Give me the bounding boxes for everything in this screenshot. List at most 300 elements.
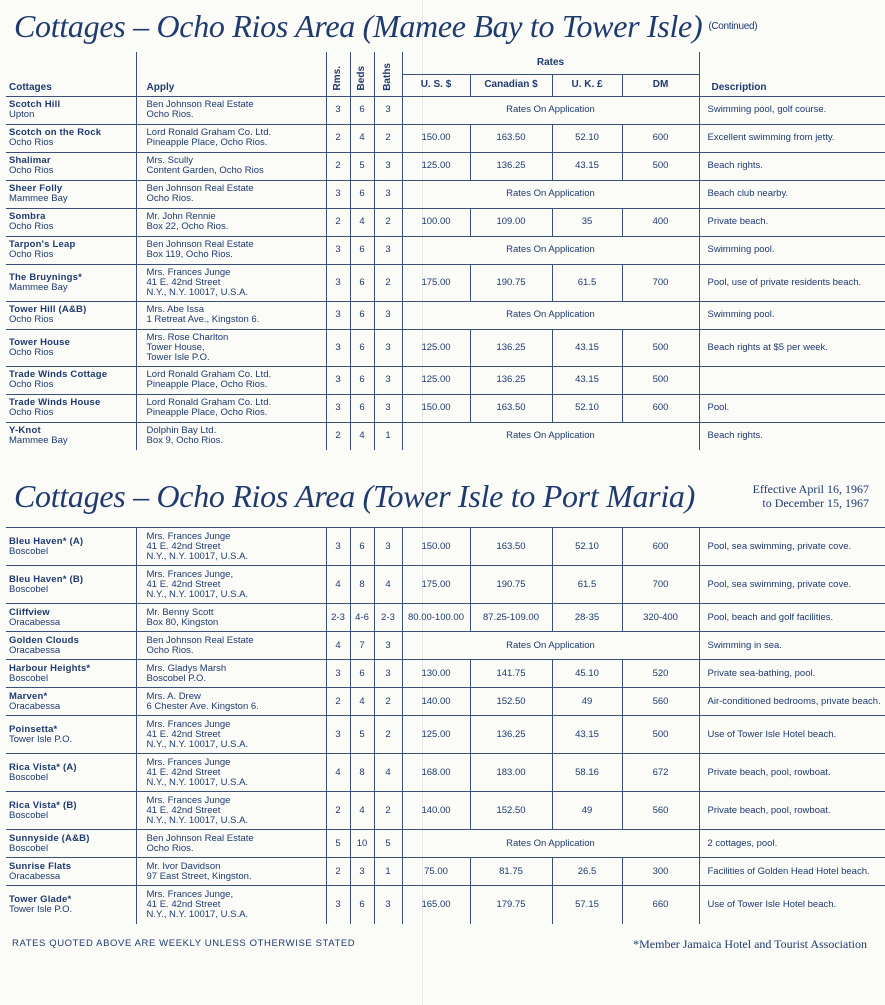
rate-dm: 560 [622,792,699,830]
rate-dm: 560 [622,688,699,716]
rate-dm: 500 [622,329,699,366]
cottage-cell [6,301,136,329]
cottage-location: Ocho Rios [9,249,54,260]
rooms-cell: 4 [326,632,350,660]
apply-cell: Mr. John Rennie Box 22, Ocho Rios. [136,208,326,236]
cottage-name: Marven* [9,690,48,702]
table-row [6,366,885,394]
rate-canadian: 87.25-109.00 [470,604,552,632]
baths-cell: 3 [374,660,402,688]
cottage-location: Mammee Bay [9,281,68,293]
rate-canadian: 163.50 [470,124,552,152]
rate-us: 150.00 [402,124,470,152]
rate-dm: 700 [622,566,699,604]
rate-us: 80.00-100.00 [402,604,470,632]
rate-dm: 400 [622,208,699,236]
rates-on-application: Rates On Application [402,96,699,124]
col-description: Description [699,52,885,96]
beds-cell: 4 [350,792,374,830]
baths-cell: 3 [374,236,402,264]
cottage-name: Harbour Heights* [9,662,91,674]
cottage-name: Sombra [9,211,46,222]
apply-cell: Dolphin Bay Ltd. Box 9, Ocho Rios. [136,422,326,450]
cottage-location: Oracabessa [9,616,61,628]
col-rates: Rates [402,52,699,74]
rate-canadian: 152.50 [470,688,552,716]
cottage-cell [6,886,136,924]
table-row [6,830,885,858]
baths-cell: 3 [374,180,402,208]
rate-uk: 43.15 [552,152,622,180]
rate-uk: 52.10 [552,528,622,566]
baths-cell: 3 [374,528,402,566]
apply-cell: Lord Ronald Graham Co. Ltd. Pineapple Place, Ocho Rios. [136,124,326,152]
rates-on-application: Rates On Application [402,180,699,208]
rate-us: 175.00 [402,566,470,604]
description-cell: Private beach, pool, rowboat. [699,754,885,792]
cottage-name: Sunnyside (A&B) [9,832,90,844]
cottage-location: Oracabessa [9,644,61,656]
cottage-location: Mammee Bay [9,435,68,447]
col-cottages: Cottages [9,81,52,93]
rooms-cell: 2 [326,208,350,236]
col-beds-label: Beds [356,66,367,91]
continued-label: (Continued) [708,21,758,32]
baths-cell: 2 [374,716,402,754]
description-cell: Private beach. [699,208,885,236]
cottage-location: Ocho Rios [9,314,54,325]
apply-cell: Ben Johnson Real Estate Box 119, Ocho Rios. [136,236,326,264]
cottage-cell [6,754,136,792]
beds-cell: 6 [350,660,374,688]
cottage-cell [6,236,136,264]
rate-canadian: 163.50 [470,528,552,566]
cottage-location: Ocho Rios [9,137,54,148]
rate-uk: 52.10 [552,394,622,422]
rate-us: 140.00 [402,688,470,716]
beds-cell: 4-6 [350,604,374,632]
rate-dm: 660 [622,886,699,924]
cottage-location: Ocho Rios [9,346,54,358]
rate-dm: 672 [622,754,699,792]
apply-cell: Mrs. Rose Charlton Tower House, Tower Isle P.O. [136,329,326,366]
description-cell: Swimming pool. [699,301,885,329]
description-cell: Pool. [699,394,885,422]
cottage-location: Ocho Rios [9,407,54,418]
rooms-cell: 2 [326,792,350,830]
table-row [6,792,885,830]
rate-uk: 35 [552,208,622,236]
col-beds [350,52,374,96]
col-uk: U. K. £ [552,74,622,96]
apply-cell: Mr. Benny Scott Box 80, Kingston [136,604,326,632]
baths-cell: 2-3 [374,604,402,632]
rate-uk: 26.5 [552,858,622,886]
beds-cell: 10 [350,830,374,858]
cottage-location: Tower Isle P.O. [9,733,73,745]
rate-uk: 43.15 [552,716,622,754]
description-cell: Beach rights at $5 per week. [699,329,885,366]
rate-uk: 57.15 [552,886,622,924]
col-rms-label: Rms. [332,66,343,91]
col-apply: Apply [136,52,326,96]
cottage-cell [6,329,136,366]
apply-cell: Ben Johnson Real Estate Ocho Rios. [136,830,326,858]
baths-cell: 2 [374,208,402,236]
rate-us: 175.00 [402,264,470,301]
effective-from: Effective April 16, 1967 [752,482,869,496]
rate-canadian: 190.75 [470,566,552,604]
rate-dm: 500 [622,152,699,180]
rate-uk: 45.10 [552,660,622,688]
col-baths [374,52,402,96]
cottage-name: Sheer Folly [9,183,63,194]
cottage-location: Boscobel [9,672,49,684]
beds-cell: 7 [350,632,374,660]
rates-on-application: Rates On Application [402,301,699,329]
cottage-location: Boscobel [9,583,49,595]
rate-canadian: 152.50 [470,792,552,830]
cottage-name: Trade Winds House [9,397,101,408]
description-cell: Beach rights. [699,152,885,180]
rate-uk: 61.5 [552,566,622,604]
rate-canadian: 109.00 [470,208,552,236]
rooms-cell: 2-3 [326,604,350,632]
table-row [6,236,885,264]
rooms-cell: 2 [326,152,350,180]
rate-canadian: 179.75 [470,886,552,924]
beds-cell: 6 [350,394,374,422]
rate-canadian: 81.75 [470,858,552,886]
cottage-cell [6,264,136,301]
baths-cell: 3 [374,301,402,329]
cottage-location: Boscobel [9,771,49,783]
description-cell: Air-conditioned bedrooms, private beach. [699,688,885,716]
rooms-cell: 2 [326,124,350,152]
baths-cell: 3 [374,366,402,394]
cottage-location: Boscobel [9,842,49,854]
beds-cell: 6 [350,180,374,208]
description-cell: 2 cottages, pool. [699,830,885,858]
beds-cell: 4 [350,422,374,450]
cottage-name: Tower House [9,336,71,348]
cottage-cell [6,830,136,858]
rooms-cell: 3 [326,716,350,754]
apply-cell: Mrs. Frances Junge, 41 E. 42nd Street N.Y., N.Y. 10017, U.S.A. [136,886,326,924]
rate-us: 165.00 [402,886,470,924]
cottage-cell [6,422,136,450]
rate-canadian: 141.75 [470,660,552,688]
cottage-cell [6,566,136,604]
cottage-name: Rica Vista* (A) [9,761,77,773]
cottage-name: Tower Hill (A&B) [9,304,87,315]
beds-cell: 5 [350,152,374,180]
beds-cell: 8 [350,566,374,604]
cottage-location: Upton [9,109,35,120]
apply-cell: Mrs. Frances Junge 41 E. 42nd Street N.Y., N.Y. 10017, U.S.A. [136,792,326,830]
baths-cell: 4 [374,754,402,792]
cottage-location: Ocho Rios [9,165,54,176]
table-row [6,301,885,329]
cottage-name: Golden Clouds [9,634,80,646]
rate-uk: 49 [552,792,622,830]
cottage-location: Ocho Rios [9,379,54,390]
rooms-cell: 3 [326,394,350,422]
rate-dm: 600 [622,394,699,422]
table-row [6,754,885,792]
apply-cell: Mrs. Frances Junge 41 E. 42nd Street N.Y., N.Y. 10017, U.S.A. [136,528,326,566]
rooms-cell: 3 [326,301,350,329]
cottage-location: Mammee Bay [9,193,68,204]
apply-cell: Mrs. Abe Issa 1 Retreat Ave., Kingston 6. [136,301,326,329]
cottage-cell [6,792,136,830]
rate-dm: 500 [622,366,699,394]
rooms-cell: 2 [326,688,350,716]
baths-cell: 3 [374,886,402,924]
cottage-location: Oracabessa [9,870,61,882]
rooms-cell: 4 [326,754,350,792]
cottage-location: Boscobel [9,809,49,821]
rate-uk: 52.10 [552,124,622,152]
beds-cell: 4 [350,124,374,152]
rate-uk: 43.15 [552,366,622,394]
apply-cell: Mrs. Frances Junge 41 E. 42nd Street N.Y., N.Y. 10017, U.S.A. [136,264,326,301]
cottage-cell [6,124,136,152]
baths-cell: 3 [374,632,402,660]
cottage-cell [6,660,136,688]
rate-us: 125.00 [402,329,470,366]
baths-cell: 5 [374,830,402,858]
baths-cell: 2 [374,264,402,301]
rate-dm: 320-400 [622,604,699,632]
table-row [6,688,885,716]
beds-cell: 6 [350,236,374,264]
description-cell: Pool, beach and golf facilities. [699,604,885,632]
description-cell: Use of Tower Isle Hotel beach. [699,716,885,754]
col-canadian: Canadian $ [470,74,552,96]
rate-us: 75.00 [402,858,470,886]
rooms-cell: 2 [326,422,350,450]
section1-title [14,8,757,45]
baths-cell: 3 [374,96,402,124]
rate-us: 168.00 [402,754,470,792]
table-row [6,152,885,180]
table-row [6,858,885,886]
beds-cell: 3 [350,858,374,886]
cottage-name: Sunrise Flats [9,860,72,872]
cottage-name: Rica Vista* (B) [9,799,77,811]
rooms-cell: 4 [326,566,350,604]
col-baths-label: Baths [382,62,393,91]
baths-cell: 3 [374,329,402,366]
description-cell: Swimming pool. [699,236,885,264]
cottage-cell [6,394,136,422]
table-row [6,96,885,124]
baths-cell: 2 [374,792,402,830]
table-row [6,422,885,450]
apply-cell: Lord Ronald Graham Co. Ltd. Pineapple Place, Ocho Rios. [136,366,326,394]
rate-canadian: 136.25 [470,152,552,180]
baths-cell: 1 [374,858,402,886]
cottage-name: Scotch Hill [9,99,61,110]
rate-uk: 58.16 [552,754,622,792]
table-row [6,566,885,604]
rooms-cell: 3 [326,366,350,394]
cottage-cell [6,96,136,124]
rate-dm: 600 [622,124,699,152]
apply-cell: Mr. Ivor Davidson 97 East Street, Kingston. [136,858,326,886]
rate-us: 150.00 [402,394,470,422]
table-row [6,632,885,660]
rooms-cell: 3 [326,329,350,366]
rate-dm: 520 [622,660,699,688]
cottage-name: Tower Glade* [9,893,72,905]
description-cell: Excellent swimming from jetty. [699,124,885,152]
apply-cell: Ben Johnson Real Estate Ocho Rios. [136,96,326,124]
rooms-cell: 3 [326,264,350,301]
cottage-location: Boscobel [9,545,49,557]
cottage-cell [6,688,136,716]
rate-canadian: 190.75 [470,264,552,301]
apply-cell: Mrs. Frances Junge 41 E. 42nd Street N.Y., N.Y. 10017, U.S.A. [136,754,326,792]
baths-cell: 2 [374,688,402,716]
description-cell: Private beach, pool, rowboat. [699,792,885,830]
cottage-location: Oracabessa [9,700,61,712]
beds-cell: 5 [350,716,374,754]
rate-canadian: 136.25 [470,366,552,394]
apply-cell: Ben Johnson Real Estate Ocho Rios. [136,632,326,660]
rates-on-application: Rates On Application [402,236,699,264]
rate-us: 150.00 [402,528,470,566]
rate-canadian: 163.50 [470,394,552,422]
rate-us: 125.00 [402,366,470,394]
table-row [6,264,885,301]
table-row [6,180,885,208]
col-dm: DM [622,74,699,96]
table-row [6,124,885,152]
cottage-name: Bleu Haven* (A) [9,535,84,547]
col-us: U. S. $ [402,74,470,96]
cottage-name: The Bruynings* [9,271,83,283]
cottage-name: Bleu Haven* (B) [9,573,84,585]
description-cell: Beach club nearby. [699,180,885,208]
cottage-cell [6,632,136,660]
apply-cell: Mrs. Gladys Marsh Boscobel P.O. [136,660,326,688]
rooms-cell: 3 [326,660,350,688]
table-row [6,329,885,366]
section1-title-text: Cottages – Ocho Rios Area (Mamee Bay to Tower Isle) [14,8,703,44]
cottage-name: Tarpon's Leap [9,239,76,250]
apply-cell: Mrs. Frances Junge, 41 E. 42nd Street N.Y., N.Y. 10017, U.S.A. [136,566,326,604]
description-cell: Facilities of Golden Head Hotel beach. [699,858,885,886]
effective-dates [753,482,869,510]
beds-cell: 6 [350,301,374,329]
rate-canadian: 183.00 [470,754,552,792]
apply-cell: Mrs. Scully Content Garden, Ocho Rios [136,152,326,180]
cottage-cell [6,528,136,566]
apply-cell: Lord Ronald Graham Co. Ltd. Pineapple Place, Ocho Rios. [136,394,326,422]
cottage-name: Y-Knot [9,425,41,437]
cottage-cell [6,180,136,208]
rate-dm: 300 [622,858,699,886]
beds-cell: 4 [350,688,374,716]
apply-cell: Mrs. Frances Junge 41 E. 42nd Street N.Y., N.Y. 10017, U.S.A. [136,716,326,754]
beds-cell: 6 [350,366,374,394]
cottage-location: Tower Isle P.O. [9,903,73,915]
beds-cell: 6 [350,886,374,924]
rate-us: 130.00 [402,660,470,688]
rooms-cell: 3 [326,180,350,208]
beds-cell: 6 [350,329,374,366]
table-row [6,394,885,422]
beds-cell: 8 [350,754,374,792]
cottage-cell [6,604,136,632]
table-row [6,886,885,924]
apply-cell: Mrs. A. Drew 6 Chester Ave. Kingston 6. [136,688,326,716]
rooms-cell: 5 [326,830,350,858]
rooms-cell: 3 [326,528,350,566]
rates-on-application: Rates On Application [402,422,699,450]
description-cell: Pool, use of private residents beach. [699,264,885,301]
baths-cell: 3 [374,152,402,180]
rate-uk: 49 [552,688,622,716]
table-row [6,716,885,754]
section2-title: Cottages – Ocho Rios Area (Tower Isle to Port Maria) [14,478,695,514]
rate-dm: 500 [622,716,699,754]
description-cell: Pool, sea swimming, private cove. [699,566,885,604]
effective-to: to December 15, 1967 [762,496,869,510]
cottage-name: Cliffview [9,606,50,618]
beds-cell: 6 [350,264,374,301]
apply-cell: Ben Johnson Real Estate Ocho Rios. [136,180,326,208]
baths-cell: 2 [374,124,402,152]
rates-on-application: Rates On Application [402,632,699,660]
rooms-cell: 2 [326,858,350,886]
table-row [6,528,885,566]
footnote-member: *Member Jamaica Hotel and Tourist Association [633,937,867,951]
col-rms [326,52,350,96]
beds-cell: 6 [350,528,374,566]
rate-uk: 43.15 [552,329,622,366]
description-cell: Beach rights. [699,422,885,450]
rooms-cell: 3 [326,96,350,124]
rate-dm: 600 [622,528,699,566]
cottage-cell [6,716,136,754]
rate-canadian: 136.25 [470,716,552,754]
rate-us: 140.00 [402,792,470,830]
baths-cell: 4 [374,566,402,604]
baths-cell: 3 [374,394,402,422]
rate-us: 125.00 [402,152,470,180]
rates-table-1 [6,52,885,450]
footnote-rates: RATES QUOTED ABOVE ARE WEEKLY UNLESS OTHERWISE STATED [12,938,356,949]
table-row [6,660,885,688]
table-row [6,604,885,632]
table-row [6,208,885,236]
rate-uk: 28-35 [552,604,622,632]
beds-cell: 4 [350,208,374,236]
cottage-name: Scotch on the Rock [9,127,102,138]
description-cell: Pool, sea swimming, private cove. [699,528,885,566]
rate-us: 100.00 [402,208,470,236]
description-cell: Private sea-bathing, pool. [699,660,885,688]
cottage-location: Ocho Rios [9,221,54,232]
description-cell: Swimming pool, golf course. [699,96,885,124]
cottage-cell [6,208,136,236]
cottage-name: Trade Winds Cottage [9,369,108,380]
rate-canadian: 136.25 [470,329,552,366]
rate-us: 125.00 [402,716,470,754]
